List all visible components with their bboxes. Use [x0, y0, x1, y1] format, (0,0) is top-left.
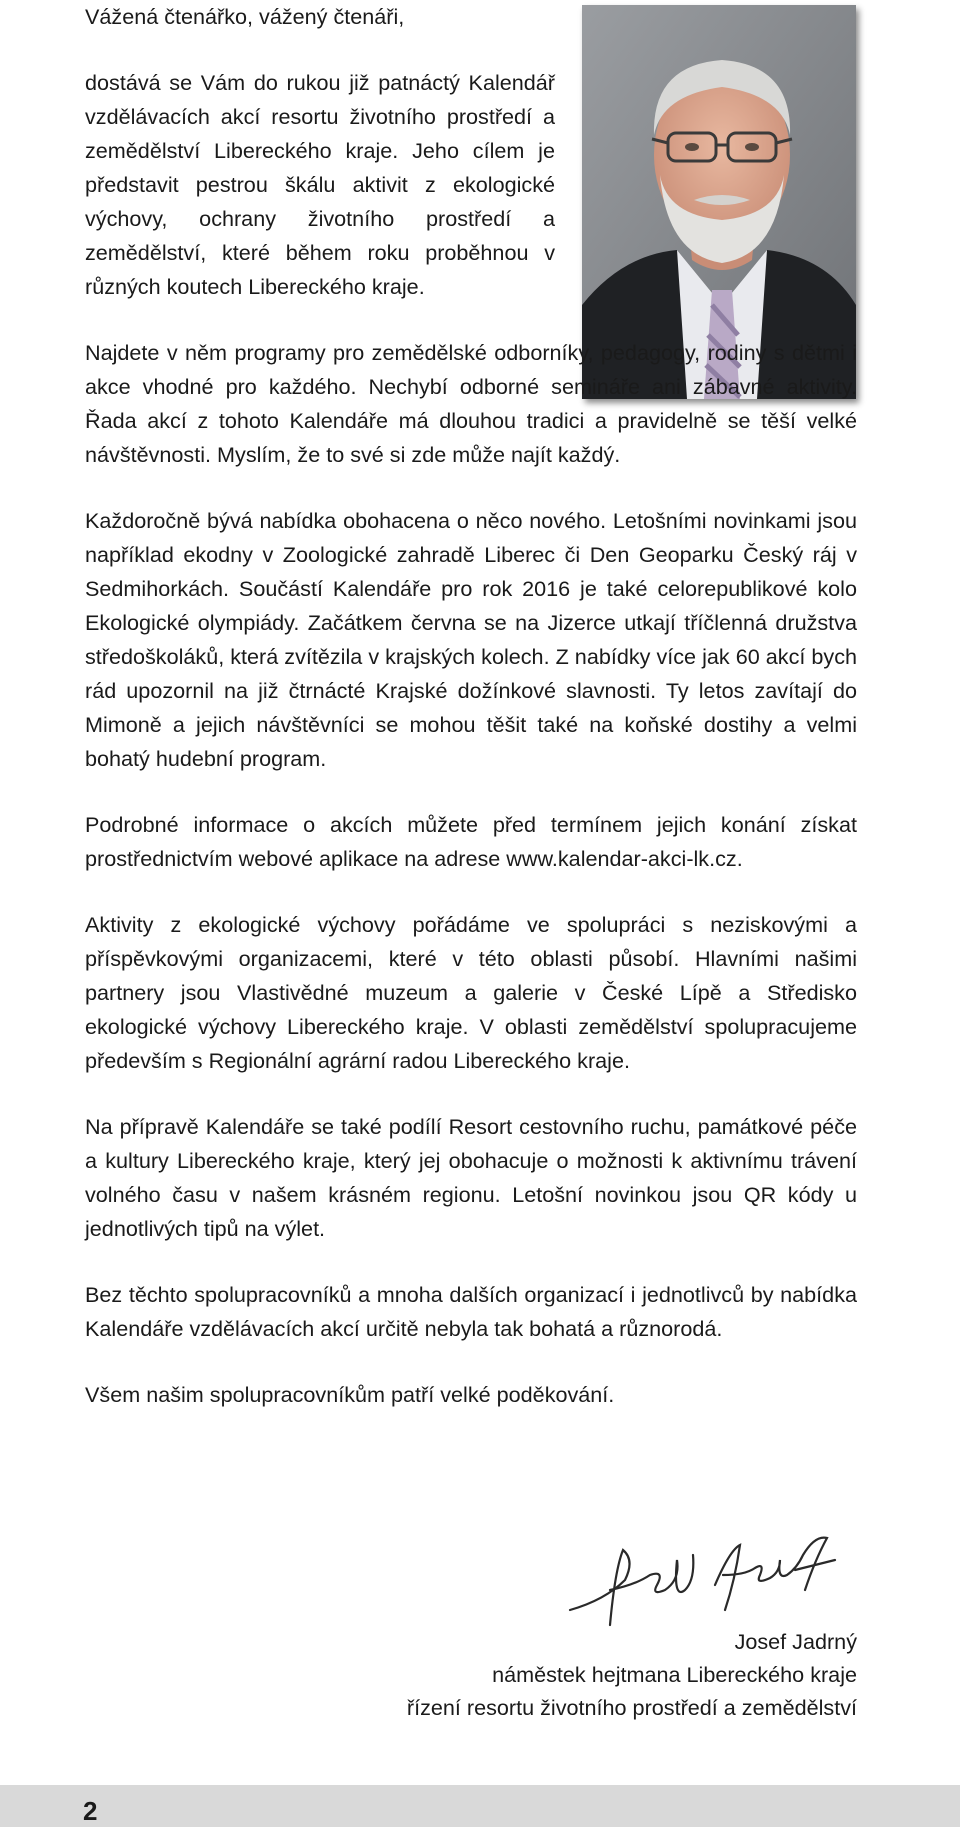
handwritten-signature [565, 1530, 865, 1630]
signature-block [407, 1625, 857, 1724]
signatory-name: Josef Jadrný [734, 1629, 857, 1654]
signatory-title: náměstek hejtmana Libereckého kraje [492, 1662, 857, 1687]
page-number: 2 [83, 1796, 98, 1826]
letter-paragraph: Každoročně bývá nabídka obohacena o něco nového. Letošními novinkami jsou například ekodny v Zoologické zahradě Liberec či Den Geoparku Český ráj v Sedmihorkách. Součástí Kalendáře pro rok 2016 je také celorepublikové kolo Ekologické olympiády. Začátkem června se na Jizerce utkají tříčlenná družstva středoškoláků, která zvítězila v krajských kolech. Z nabídky více jak 60 akcí bych rád upozornil na již čtrnácté Krajské dožínkové slavnosti. Ty letos zavítají do Mimoně a jejich návštěvníci se mohou těšit také na koňské dostihy a velmi bohatý hudební program. [85, 508, 857, 771]
signature-scribble [565, 1530, 865, 1630]
letter-paragraph: Všem našim spolupracovníkům patří velké poděkování. [85, 1382, 615, 1407]
letter-body [85, 0, 857, 1444]
letter-paragraph: Na přípravě Kalendáře se také podílí Resort cestovního ruchu, památkové péče a kultury Libereckého kraje, který jej obohacuje o možnosti k aktivnímu trávení volného času v našem krásném regionu. Letošní novinkou jsou QR kódy u jednotlivých tipů na výlet. [85, 1114, 857, 1241]
letter-paragraph: Podrobné informace o akcích můžete před termínem jejich konání získat prostřednictvím webové aplikace na adrese www.kalendar-akci-lk.cz. [85, 812, 857, 871]
letter-paragraph: dostává se Vám do rukou již patnáctý Kalendář vzdělávacích akcí resortu životního prostředí a zemědělství Libereckého kraje. Jeho cílem je představit pestrou škálu aktivit z ekologické výchovy, ochrany životního prostředí a zemědělství, které během roku proběhnou v různých koutech Libereckého kraje. [85, 70, 555, 299]
letter-greeting: Vážená čtenářko, vážený čtenáři, [85, 4, 405, 29]
letter-paragraph: Aktivity z ekologické výchovy pořádáme ve spolupráci s neziskovými a příspěvkovými organizacemi, které v této oblasti působí. Hlavními našimi partnery jsou Vlastivědné muzeum a galerie v České Lípě a Středisko ekologické výchovy Libereckého kraje. V oblasti zemědělství spolupracujeme především s Regionální agrární radou Libereckého kraje. [85, 912, 857, 1073]
signatory-department: řízení resortu životního prostředí a zemědělství [406, 1695, 857, 1720]
footer-band [0, 1785, 960, 1827]
letter-paragraph: Bez těchto spolupracovníků a mnoha dalších organizací i jednotlivců by nabídka Kalendáře vzdělávacích akcí určitě nebyla tak bohatá a různorodá. [85, 1282, 857, 1341]
letter-paragraph: Najdete v něm programy pro zemědělské odborníky, pedagogy, rodiny s dětmi i akce vhodné pro každého. Nechybí odborné semináře ani zábavné aktivity. Řada akcí z tohoto Kalendáře má dlouhou tradici a pravidelně se těší velké návštěvnosti. Myslím, že to své si zde může najít každý. [85, 340, 857, 467]
